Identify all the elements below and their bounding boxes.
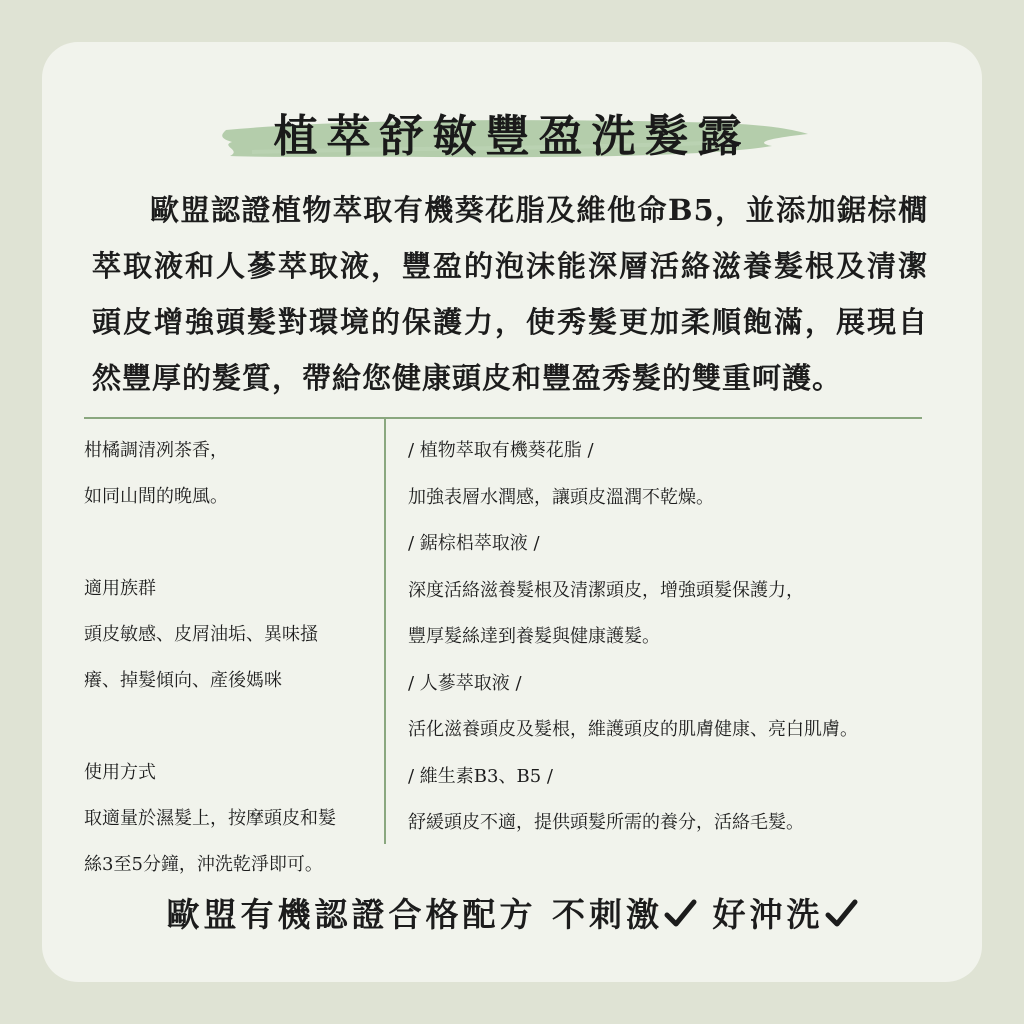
usage-heading: 使用方式 [84, 762, 156, 783]
ingredient-heading: / 植物萃取有機葵花脂 / [408, 440, 594, 461]
section-divider-vertical [384, 418, 386, 844]
footer-slogan [42, 890, 982, 940]
intro-paragraph: 歐盟認證植物萃取有機葵花脂及維他命B5，並添加鋸棕櫚萃取液和人蔘萃取液，豐盈的泡沫能深層活絡滋養髮根及清潔頭皮增強頭髮對環境的保護力，使秀髮更加柔順飽滿，展現自然豐厚的髮質，帶給您健康頭皮和豐盈秀髮的雙重呵護。 [92, 193, 928, 395]
product-title: 植萃舒敏豐盈洗髮露 [273, 111, 751, 162]
title-area [42, 102, 982, 172]
ingredient-heading: / 鋸棕梠萃取液 / [408, 533, 540, 554]
checkmark-icon [824, 896, 858, 930]
ingredient-text-line: 活化滋養頭皮及髮根，維護頭皮的肌膚健康、亮白肌膚。 [408, 719, 858, 740]
right-column [408, 428, 968, 847]
footer-text: 好沖洗 [712, 895, 824, 934]
left-column [84, 428, 379, 888]
product-card [42, 42, 982, 982]
usage-text-line: 取適量於濕髮上，按摩頭皮和髮 [84, 808, 336, 829]
footer-text: 歐盟有機認證合格配方 不刺激 [166, 895, 663, 934]
ingredient-text-line: 加強表層水潤感，讓頭皮溫潤不乾燥。 [408, 486, 714, 508]
scent-text-line: 柑橘調清冽茶香， [84, 440, 228, 461]
target-text-line: 癢、掉髮傾向、產後媽咪 [84, 670, 282, 691]
ingredient-heading: / 維生素B3、B5 / [408, 765, 553, 787]
ingredient-heading: / 人蔘萃取液 / [408, 672, 522, 694]
ingredient-text-line: 豐厚髮絲達到養髮與健康護髮。 [408, 626, 660, 647]
ingredient-text-line: 深度活絡滋養髮根及清潔頭皮，增強頭髮保護力， [408, 579, 804, 601]
usage-text-line: 絲3至5分鐘，沖洗乾淨即可。 [84, 854, 323, 875]
ingredient-text-line: 舒緩頭皮不適，提供頭髮所需的養分，活絡毛髮。 [408, 812, 804, 833]
target-heading: 適用族群 [84, 578, 156, 599]
section-divider-horizontal [84, 417, 922, 419]
checkmark-icon [663, 896, 697, 930]
scent-text-line: 如同山間的晚風。 [84, 486, 228, 507]
target-text-line: 頭皮敏感、皮屑油垢、異味搔 [84, 624, 318, 645]
